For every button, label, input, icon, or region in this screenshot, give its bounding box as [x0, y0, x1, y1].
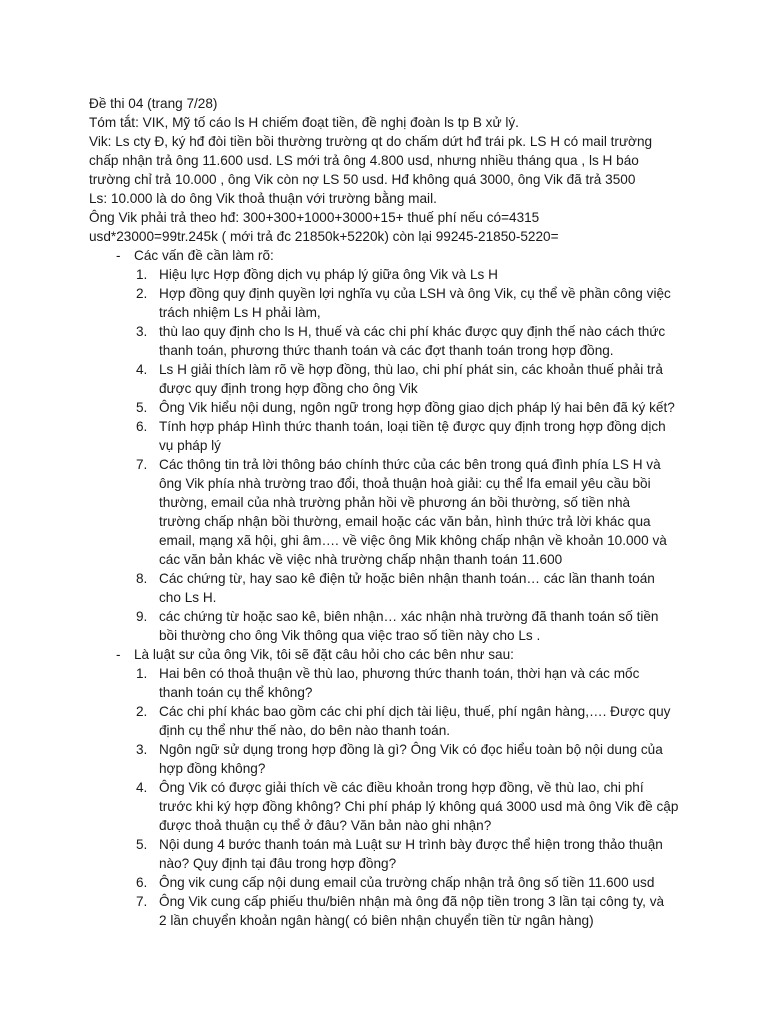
payment-calc-line: usd*23000=99tr.245k ( mới trả đc 21850k+5220k) còn lại 99245-21850-5220=	[89, 229, 559, 244]
list-item-line: Hiệu lực Hợp đồng dịch vụ pháp lý giữa ông Vik và Ls H	[159, 267, 498, 282]
list-item-line: Ông Vik cung cấp phiếu thu/biên nhận mà ông đã nộp tiền trong 3 lần tại công ty, và	[159, 894, 665, 909]
list-item-line: các văn bản khác về việc nhà trường chấp nhận thanh toán 11.600	[159, 552, 563, 567]
list-item-line: trước khi ký hợp đồng không? Chi phí pháp lý không quá 3000 usd mà ông Vik đề cập	[159, 799, 679, 814]
list-item-number: 7.	[136, 894, 148, 909]
list-item-line: được quy định trong hợp đồng cho ông Vik	[159, 381, 418, 396]
list-item-number: 7.	[136, 457, 148, 472]
list-item-line: Hợp đồng quy định quyền lợi nghĩa vụ của LSH và ông Vik, cụ thể về phần công việc	[159, 286, 671, 301]
vik-statement-line: trường chỉ trả 10.000 , ông Vik còn nợ LS 50 usd. Hđ không quá 3000, ông Vik đã trả 3500	[89, 172, 636, 187]
list-item-line: thù lao quy định cho ls H, thuế và các chi phí khác được quy định thế nào cách thức	[159, 324, 666, 339]
list-item	[89, 664, 687, 702]
list-item	[89, 455, 687, 569]
section-title: Là luật sư của ông Vik, tôi sẽ đặt câu hỏi cho các bên như sau:	[134, 647, 514, 662]
list-item-line: Nội dung 4 bước thanh toán mà Luật sư H trình bày được thể hiện trong thảo thuận	[159, 837, 663, 852]
list-item	[89, 607, 687, 645]
document-intro	[89, 94, 689, 246]
list-item-line: nào? Quy định tại đâu trong hợp đồng?	[159, 856, 397, 871]
list-item-line: trách nhiệm Ls H phải làm,	[159, 305, 321, 320]
list-item	[89, 778, 687, 835]
list-item-line: cho Ls H.	[159, 590, 217, 605]
list-item-line: các chứng từ hoặc sao kê, biên nhận… xác nhận nhà trường đã thanh toán số tiền	[159, 609, 659, 624]
questions-list	[89, 664, 689, 930]
section-title: Các vấn đề cần làm rõ:	[134, 248, 274, 263]
list-item-number: 1.	[136, 666, 148, 681]
list-item-line: thanh toán cụ thể không?	[159, 685, 313, 700]
list-item-line: trường chấp nhận bồi thường, email hoặc các văn bản, hình thức trả lời khác qua	[159, 514, 651, 529]
list-item	[89, 873, 687, 892]
list-item-number: 4.	[136, 362, 148, 377]
payment-calc-line: Ông Vik phải trả theo hđ: 300+300+1000+3000+15+ thuế phí nếu có=4315	[89, 210, 540, 225]
list-item-line: thường, email của nhà trường phản hồi về phương án bồi thường, số tiền nhà	[159, 495, 631, 510]
vik-statement-line: Vik: Ls cty Đ, ký hđ đòi tiền bồi thường trường qt do chấm dứt hđ trái pk. LS H có mail trường	[89, 134, 653, 149]
list-item-number: 3.	[136, 324, 148, 339]
list-item-line: thanh toán, phương thức thanh toán và các đợt thanh toán trong hợp đồng.	[159, 343, 614, 358]
list-item-line: định cụ thể như thế nào, do bên nào thanh toán.	[159, 723, 451, 738]
list-item-number: 5.	[136, 400, 148, 415]
list-item	[89, 417, 687, 455]
list-item-number: 6.	[136, 419, 148, 434]
list-item-line: Ngôn ngữ sử dụng trong hợp đồng là gì? Ông Vik có đọc hiểu toàn bộ nội dung của	[159, 742, 663, 757]
list-item-line: vụ pháp lý	[159, 438, 221, 453]
list-item-number: 3.	[136, 742, 148, 757]
list-item-line: Các chứng từ, hay sao kê điện tử hoặc biên nhận thanh toán… các lần thanh toán	[159, 571, 655, 586]
list-item-line: bồi thường cho ông Vik thông qua việc trao số tiền này cho Ls .	[159, 628, 541, 643]
list-item-number: 5.	[136, 837, 148, 852]
list-item-number: 8.	[136, 571, 148, 586]
list-item	[89, 265, 687, 284]
list-item-line: Các chi phí khác bao gồm các chi phí dịch tài liệu, thuế, phí ngân hàng,…. Được quy	[159, 704, 671, 719]
list-item-line: Hai bên có thoả thuận về thù lao, phương thức thanh toán, thời hạn và các mốc	[159, 666, 640, 681]
list-item-line: Các thông tin trả lời thông báo chính thức của các bên trong quá đình phía LS H và	[159, 457, 661, 472]
issues-list	[89, 265, 689, 645]
list-item	[89, 892, 687, 930]
list-item	[89, 569, 687, 607]
list-item-number: 1.	[136, 267, 148, 282]
list-item	[89, 284, 687, 322]
list-item-number: 6.	[136, 875, 148, 890]
list-item	[89, 835, 687, 873]
list-item	[89, 322, 687, 360]
section-heading	[89, 246, 689, 265]
list-item-line: được thoả thuận cụ thể ở đâu? Văn bản nào ghi nhận?	[159, 818, 492, 833]
list-item	[89, 360, 687, 398]
list-item	[89, 398, 687, 417]
list-item-number: 4.	[136, 780, 148, 795]
questions-section	[89, 645, 689, 930]
list-item-line: hợp đồng không?	[159, 761, 266, 776]
list-item-line: Ông Vik hiểu nội dung, ngôn ngữ trong hợp đồng giao dịch pháp lý hai bên đã ký kết?	[159, 400, 675, 415]
list-item-number: 2.	[136, 286, 148, 301]
list-item-line: Ls H giải thích làm rõ về hợp đồng, thù lao, chi phí phát sin, các khoản thuế phải trả	[159, 362, 663, 377]
list-item	[89, 740, 687, 778]
lawyer-statement-line: Ls: 10.000 là do ông Vik thoả thuận với trường bằng mail.	[89, 191, 437, 206]
doc-title: Đề thi 04 (trang 7/28)	[89, 96, 218, 111]
list-item-line: ông Vik phía nhà trường trao đổi, thoả thuận hoà giải: cụ thể lfa email yêu cầu bồi	[159, 476, 651, 491]
list-item	[89, 702, 687, 740]
summary-line: Tóm tắt: VIK, Mỹ tố cáo ls H chiếm đoạt tiền, đề nghị đoàn ls tp B xử lý.	[89, 115, 519, 130]
list-item-number: 2.	[136, 704, 148, 719]
list-item-line: Ông vik cung cấp nội dung email của trường chấp nhận trả ông số tiền 11.600 usd	[159, 875, 655, 890]
list-item-line: Tính hợp pháp Hình thức thanh toán, loại tiền tệ được quy định trong hợp đồng dịch	[159, 419, 666, 434]
bullet-dash: -	[116, 647, 121, 662]
list-item-line: Ông Vik có được giải thích về các điều khoản trong hợp đồng, về thù lao, chi phí	[159, 780, 644, 795]
list-item-line: 2 lần chuyển khoản ngân hàng( có biên nhận chuyển tiền từ ngân hàng)	[159, 913, 594, 928]
section-heading	[89, 645, 689, 664]
list-item-number: 9.	[136, 609, 148, 624]
issues-section	[89, 246, 689, 645]
vik-statement-line: chấp nhận trả ông 11.600 usd. LS mới trả ông 4.800 usd, nhưng nhiều tháng qua , ls H báo	[89, 153, 639, 168]
list-item-line: email, mạng xã hội, ghi âm…. về việc ông Mik không chấp nhận về khoản 10.000 và	[159, 533, 667, 548]
bullet-dash: -	[116, 248, 121, 263]
